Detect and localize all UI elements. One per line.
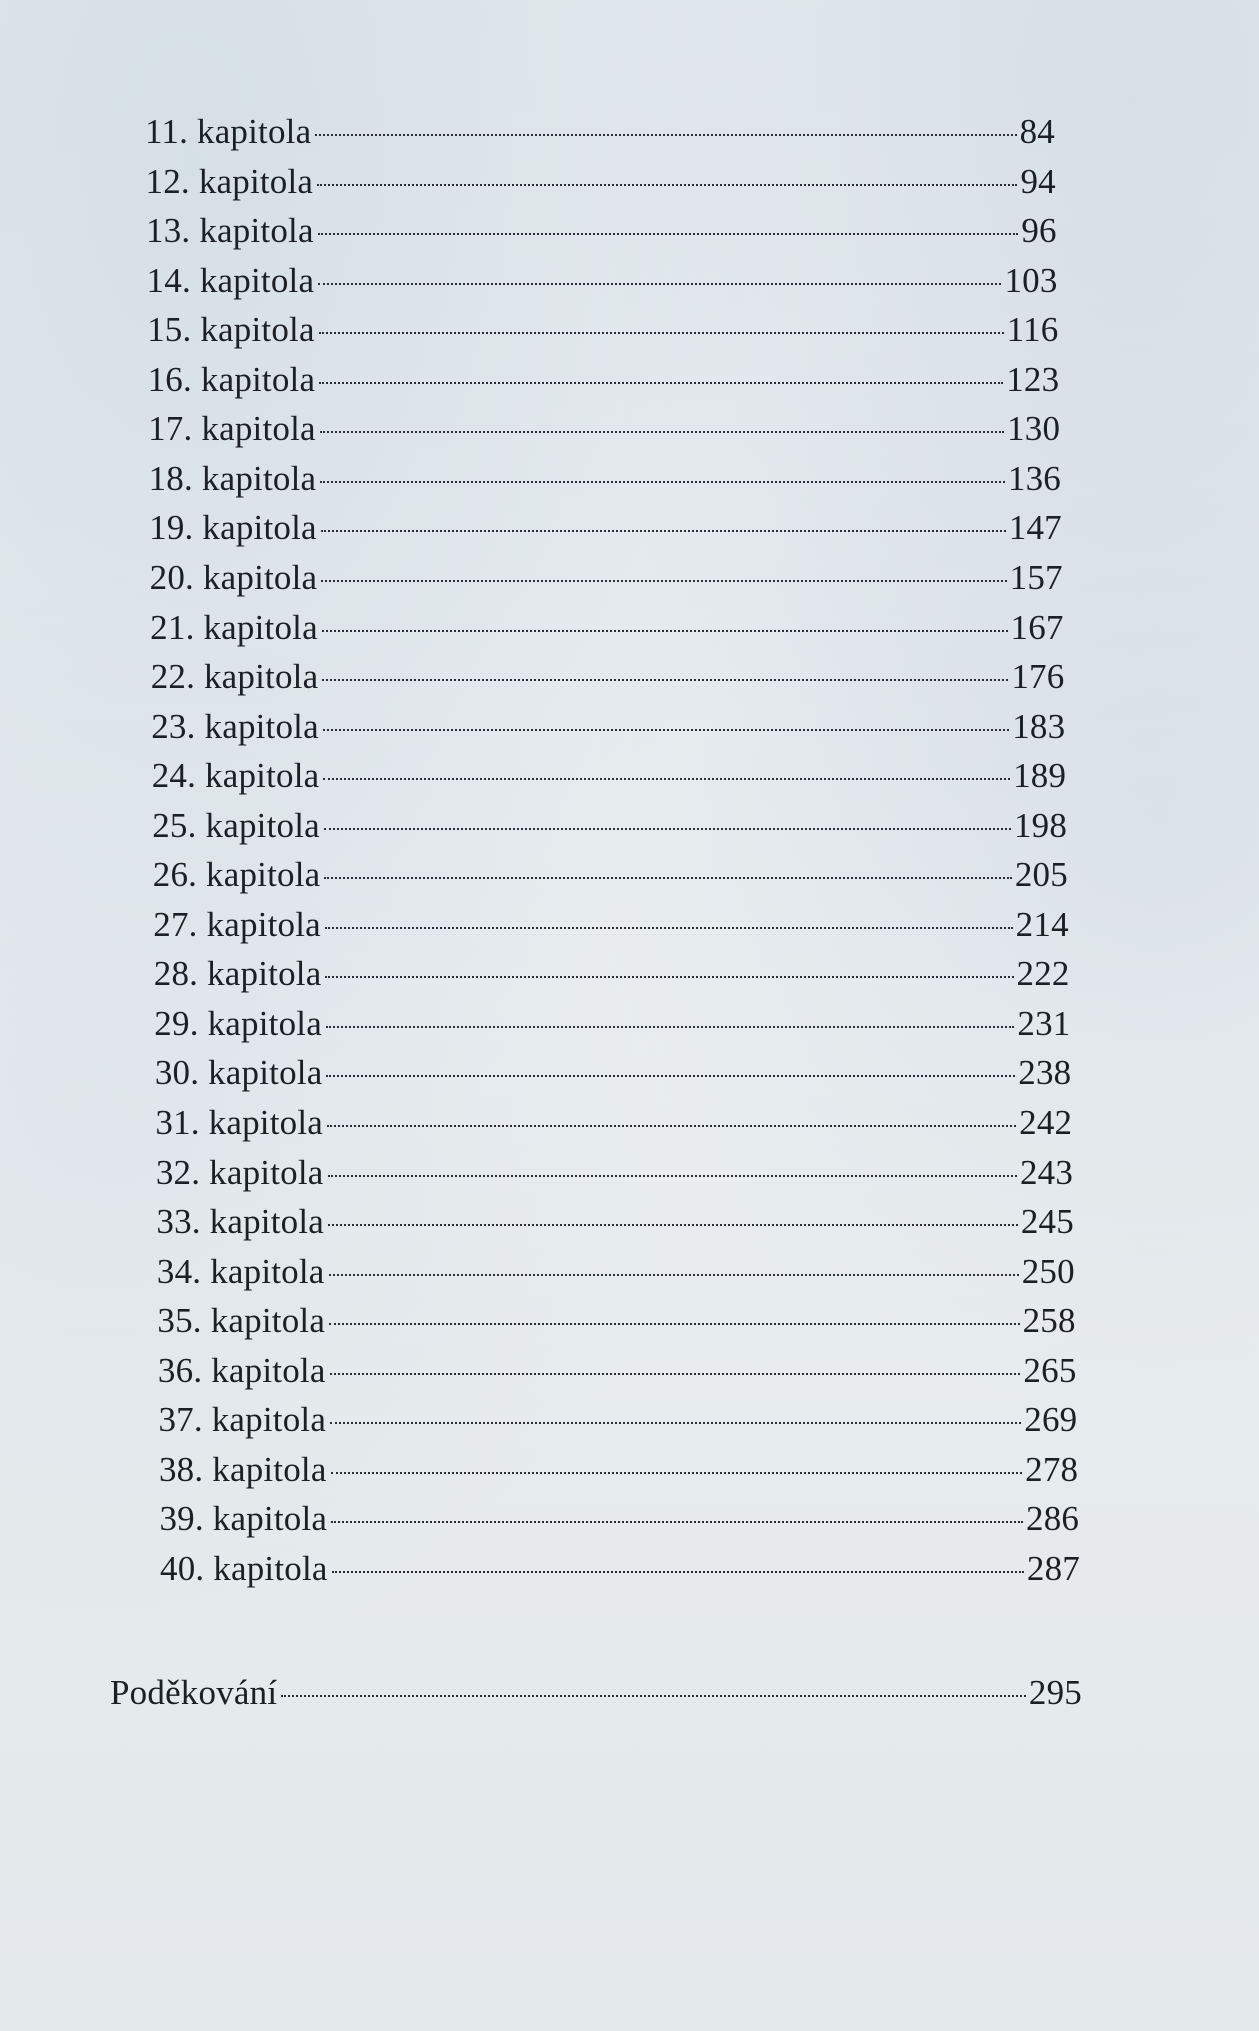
- toc-entry: [157, 1298, 1075, 1344]
- toc-entry-page-number: 167: [1010, 607, 1064, 647]
- dot-leader: [325, 927, 1013, 929]
- toc-entry-page-number: 130: [1007, 409, 1061, 449]
- dot-leader: [328, 1224, 1018, 1226]
- dot-leader: [321, 530, 1006, 532]
- toc-entry-label: 22. kapitola: [150, 657, 319, 697]
- toc-entry-label: 26. kapitola: [152, 855, 321, 895]
- toc-entry-page-number: 94: [1020, 161, 1056, 201]
- toc-entry-page-number: 205: [1014, 855, 1068, 895]
- toc-entry-page-number: 287: [1026, 1548, 1080, 1588]
- toc-entry-page-number: 222: [1016, 954, 1070, 994]
- dot-leader: [331, 1521, 1023, 1523]
- toc-entry: [152, 753, 1066, 799]
- dot-leader: [323, 778, 1010, 780]
- toc-entry: [154, 951, 1070, 997]
- toc-entry-label: 12. kapitola: [145, 161, 314, 201]
- toc-entry: [158, 1397, 1077, 1443]
- toc-entry: [145, 109, 1055, 155]
- toc-entry-page-number: 96: [1021, 211, 1057, 251]
- toc-entry: [148, 406, 1060, 452]
- toc-entry-label: 38. kapitola: [158, 1449, 327, 1489]
- dot-leader: [323, 729, 1009, 731]
- toc-entry-page-number: 295: [1028, 1673, 1082, 1712]
- toc-entry: [159, 1447, 1078, 1493]
- toc-entry-label: 16. kapitola: [147, 359, 316, 399]
- toc-entry-label: 11. kapitola: [145, 112, 312, 151]
- dot-leader: [324, 877, 1011, 879]
- toc-entry-label: 27. kapitola: [153, 904, 321, 944]
- toc-entry-label: 21. kapitola: [150, 607, 318, 647]
- toc-entry-page-number: 278: [1025, 1449, 1079, 1489]
- toc-entry: [153, 902, 1069, 948]
- toc-entry-label: Poděkování: [110, 1673, 278, 1712]
- dot-leader: [322, 679, 1008, 681]
- dot-leader: [320, 431, 1004, 433]
- toc-entry-page-number: 147: [1008, 508, 1062, 548]
- toc-entry-page-number: 123: [1006, 359, 1060, 399]
- toc-entry-label: 17. kapitola: [148, 409, 316, 449]
- toc-entry-label: 37. kapitola: [158, 1400, 327, 1440]
- toc-entry-page-number: 103: [1004, 260, 1058, 300]
- toc-entry-label: 19. kapitola: [149, 508, 317, 548]
- toc-entry-label: 30. kapitola: [154, 1053, 323, 1093]
- dot-leader: [319, 382, 1003, 384]
- toc-entry-page-number: 198: [1013, 805, 1068, 845]
- dot-leader: [326, 1075, 1015, 1077]
- toc-entry-label: 25. kapitola: [152, 805, 320, 845]
- toc-entry: [160, 1546, 1080, 1592]
- toc-entry: [153, 852, 1068, 898]
- dot-leader: [329, 1323, 1020, 1325]
- dot-leader: [325, 976, 1013, 978]
- toc-entry-page-number: 286: [1026, 1499, 1080, 1539]
- dot-leader: [315, 134, 1016, 136]
- dot-leader: [281, 1695, 1026, 1697]
- toc-entry: [146, 208, 1057, 254]
- toc-entry: [151, 704, 1065, 750]
- dot-leader: [321, 580, 1006, 582]
- toc-entry-acknowledgements: [110, 1670, 1082, 1716]
- toc-entry-label: 29. kapitola: [154, 1003, 322, 1043]
- toc-entry: [155, 1050, 1072, 1096]
- toc-entry: [149, 505, 1062, 551]
- toc-entry-page-number: 245: [1020, 1202, 1074, 1242]
- toc-entry-page-number: 157: [1009, 557, 1063, 597]
- dot-leader: [324, 828, 1011, 830]
- toc-entry-label: 28. kapitola: [153, 954, 322, 994]
- toc-entry-page-number: 84: [1019, 112, 1055, 151]
- toc-entry-label: 33. kapitola: [156, 1202, 325, 1242]
- toc-entry-label: 31. kapitola: [155, 1103, 323, 1142]
- toc-entry-page-number: 269: [1024, 1400, 1078, 1440]
- dot-leader: [330, 1373, 1021, 1375]
- toc-entry-page-number: 258: [1022, 1301, 1076, 1341]
- toc-entry: [152, 803, 1067, 849]
- dot-leader: [332, 1571, 1024, 1573]
- toc-entry-label: 34. kapitola: [156, 1251, 325, 1291]
- toc-entry: [149, 456, 1061, 502]
- toc-entry: [151, 654, 1065, 700]
- toc-entry: [158, 1348, 1077, 1394]
- toc-entry: [156, 1150, 1073, 1196]
- dot-leader: [326, 1026, 1014, 1028]
- dot-leader: [317, 184, 1017, 186]
- toc-entry-page-number: 214: [1015, 904, 1069, 944]
- toc-entry-label: 39. kapitola: [159, 1499, 328, 1539]
- toc-entry-page-number: 116: [1006, 310, 1059, 350]
- toc-entry-label: 36. kapitola: [157, 1350, 326, 1390]
- toc-entry: [147, 258, 1058, 304]
- toc-entry: [147, 307, 1058, 353]
- toc-entry-page-number: 231: [1017, 1003, 1071, 1043]
- toc-entry: [157, 1249, 1075, 1295]
- toc-entry: [156, 1199, 1074, 1245]
- toc-entry-page-number: 242: [1019, 1103, 1073, 1142]
- toc-entry-label: 23. kapitola: [151, 706, 319, 746]
- toc-entry: [148, 357, 1060, 403]
- toc-entry-page-number: 238: [1018, 1053, 1072, 1093]
- toc-entry: [155, 1100, 1072, 1146]
- toc-entry-page-number: 265: [1023, 1350, 1077, 1390]
- toc-entry: [154, 1001, 1070, 1047]
- toc-entry-label: 18. kapitola: [148, 458, 317, 498]
- dot-leader: [319, 332, 1004, 334]
- toc-entry: [146, 159, 1056, 205]
- dot-leader: [327, 1125, 1016, 1127]
- toc-entry: [150, 555, 1063, 601]
- toc-entry-page-number: 176: [1011, 657, 1065, 697]
- toc-entry-page-number: 136: [1007, 458, 1062, 498]
- toc-entry-label: 14. kapitola: [146, 260, 315, 300]
- toc-entry-page-number: 250: [1021, 1251, 1075, 1291]
- toc-entry-page-number: 189: [1013, 756, 1067, 796]
- toc-entry-label: 32. kapitola: [155, 1152, 324, 1192]
- toc-entry-label: 15. kapitola: [147, 310, 315, 350]
- toc-entry: [159, 1496, 1079, 1542]
- dot-leader: [318, 283, 1001, 285]
- dot-leader: [330, 1422, 1021, 1424]
- dot-leader: [318, 233, 1019, 235]
- toc-entry-label: 20. kapitola: [149, 557, 318, 597]
- toc-entry-page-number: 183: [1012, 706, 1066, 746]
- dot-leader: [328, 1175, 1017, 1177]
- toc-entry-page-number: 243: [1019, 1152, 1074, 1192]
- toc-entry-label: 13. kapitola: [146, 211, 314, 251]
- dot-leader: [322, 630, 1008, 632]
- toc-entry-label: 40. kapitola: [160, 1548, 328, 1588]
- dot-leader: [329, 1274, 1019, 1276]
- dot-leader: [320, 481, 1005, 483]
- toc-entry-label: 35. kapitola: [157, 1301, 326, 1341]
- toc-entry: [150, 605, 1063, 651]
- toc-entry-label: 24. kapitola: [151, 756, 320, 796]
- dot-leader: [331, 1472, 1023, 1474]
